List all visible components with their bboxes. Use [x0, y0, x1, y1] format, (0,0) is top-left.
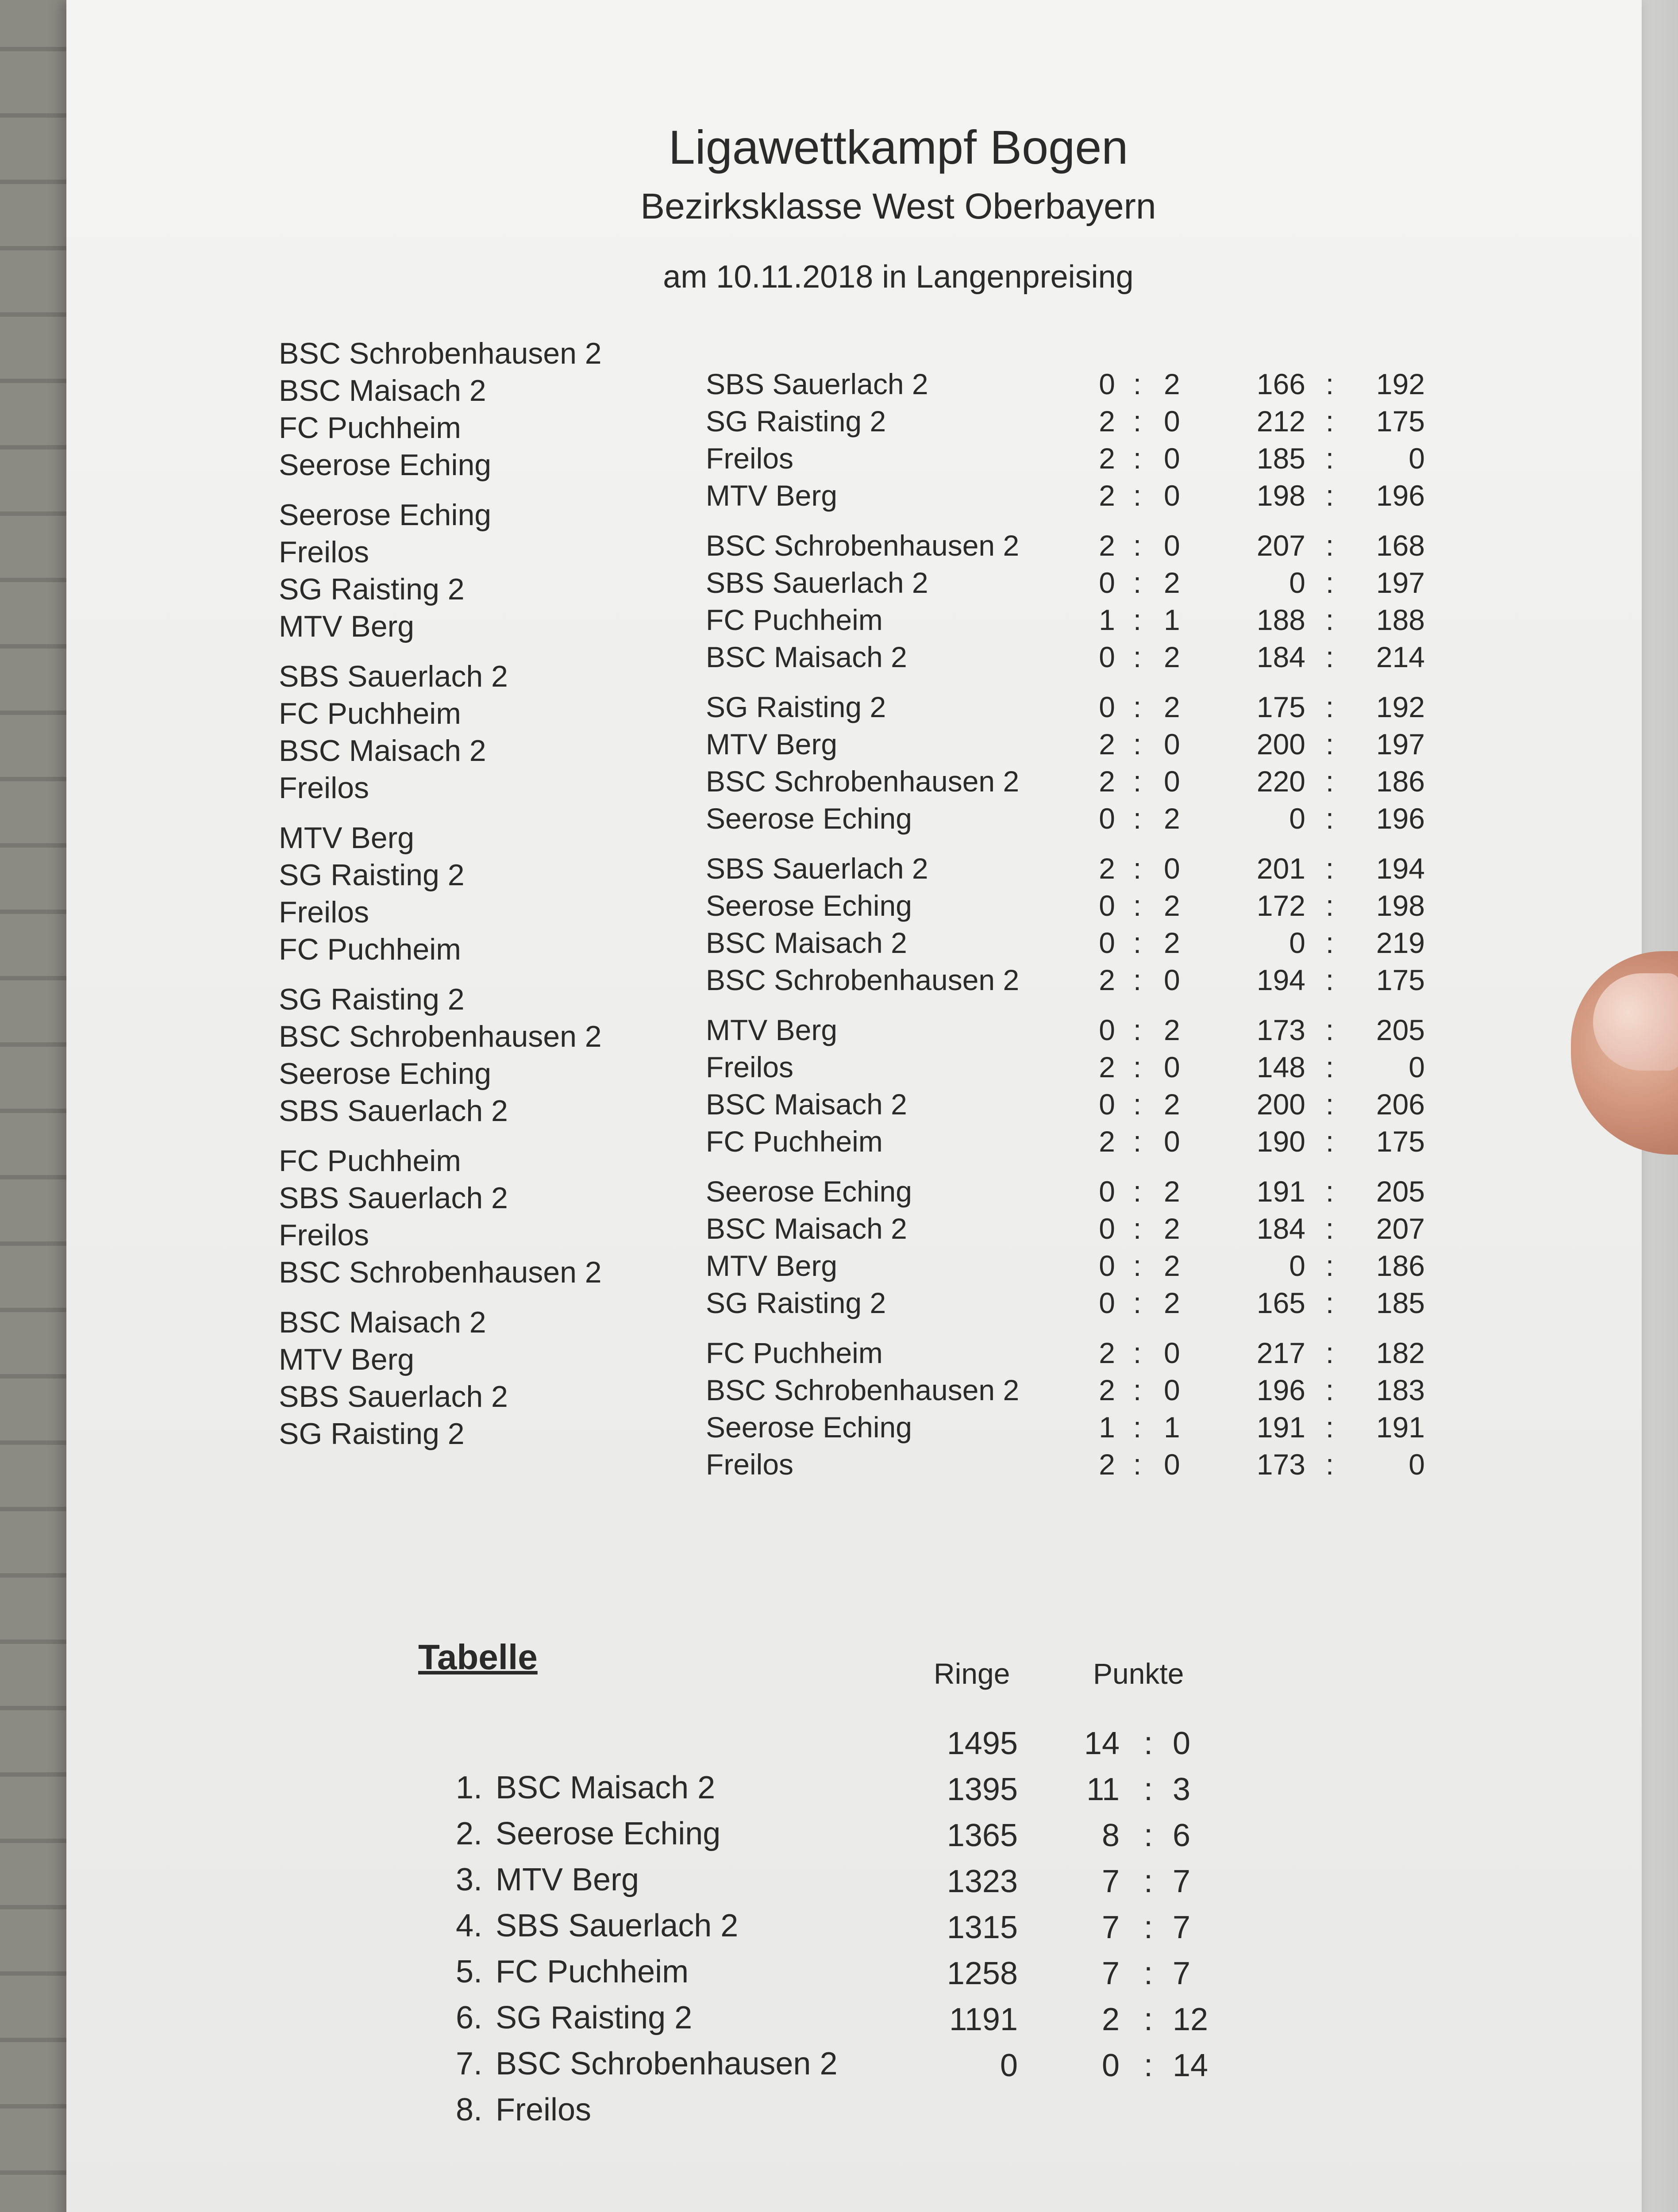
- points-away: 1: [1164, 603, 1180, 636]
- event-date-line: am 10.11.2018 in Langenpreising: [663, 259, 1134, 295]
- away-team: Freilos: [706, 1448, 794, 1481]
- match-row: [0, 660, 1678, 727]
- match-row: [0, 1306, 1678, 1373]
- round-block: [0, 337, 1678, 516]
- points-plus: 8: [1101, 1818, 1120, 1853]
- away-team: Seerose Eching: [706, 889, 912, 922]
- points-home: 0: [1099, 691, 1115, 723]
- points-away: 0: [1164, 1051, 1180, 1083]
- away-team: BSC Schrobenhausen 2: [706, 1374, 1020, 1406]
- rings-separator: :: [1325, 529, 1334, 562]
- rings-home: 185: [1256, 442, 1305, 475]
- points-away: 0: [1164, 964, 1180, 996]
- column-header-punkte: Punkte: [1093, 1657, 1184, 1690]
- points-home: 2: [1099, 852, 1115, 885]
- points-home: 0: [1099, 1088, 1115, 1121]
- home-team: BSC Maisach 2: [279, 734, 486, 768]
- points-home: 2: [1099, 964, 1115, 996]
- points-away: 2: [1164, 641, 1180, 673]
- rings-away: 168: [1376, 529, 1425, 562]
- rings-away: 197: [1376, 566, 1425, 599]
- total-rings: 1395: [947, 1772, 1018, 1807]
- points-home: 0: [1099, 1249, 1115, 1282]
- rank: 1.: [455, 1770, 482, 1805]
- rings-separator: :: [1325, 368, 1334, 400]
- points-separator: :: [1133, 1336, 1142, 1369]
- rings-separator: :: [1325, 926, 1334, 959]
- rings-separator: :: [1325, 1014, 1334, 1046]
- points-home: 2: [1099, 1448, 1115, 1481]
- points-separator: :: [1133, 852, 1142, 885]
- rings-away: 207: [1376, 1212, 1425, 1245]
- away-team: MTV Berg: [706, 728, 838, 760]
- points-separator: :: [1143, 1726, 1153, 1761]
- rings-away: 214: [1376, 641, 1425, 673]
- match-row: [0, 1144, 1678, 1212]
- rings-separator: :: [1325, 765, 1334, 798]
- home-team: FC Puchheim: [279, 1144, 461, 1178]
- points-separator: :: [1133, 529, 1142, 562]
- home-team: Freilos: [279, 895, 369, 929]
- points-separator: :: [1133, 566, 1142, 599]
- points-home: 0: [1099, 926, 1115, 959]
- away-team: SG Raisting 2: [706, 405, 886, 438]
- points-away: 0: [1164, 405, 1180, 438]
- rings-separator: :: [1325, 405, 1334, 438]
- total-rings: 1365: [947, 1818, 1018, 1853]
- rings-away: 183: [1376, 1374, 1425, 1406]
- rings-separator: :: [1325, 1175, 1334, 1208]
- points-separator: :: [1133, 802, 1142, 835]
- points-minus: 7: [1173, 1956, 1191, 1991]
- total-rings: 1258: [947, 1956, 1018, 1991]
- points-minus: 0: [1173, 1726, 1191, 1761]
- points-home: 0: [1099, 889, 1115, 922]
- home-team: FC Puchheim: [279, 411, 461, 445]
- rings-away: 196: [1376, 802, 1425, 835]
- away-team: MTV Berg: [706, 1249, 838, 1282]
- away-team: SBS Sauerlach 2: [706, 852, 928, 885]
- rings-away: 0: [1409, 1448, 1425, 1481]
- points-separator: :: [1143, 1772, 1153, 1807]
- match-row: [0, 983, 1678, 1050]
- match-row: [0, 337, 1678, 404]
- total-rings: 1191: [949, 2002, 1018, 2037]
- points-separator: :: [1143, 1818, 1153, 1853]
- rank: 7.: [455, 2046, 482, 2081]
- points-separator: :: [1143, 2048, 1153, 2083]
- away-team: MTV Berg: [706, 479, 838, 512]
- points-separator: :: [1133, 728, 1142, 760]
- points-minus: 3: [1173, 1772, 1191, 1807]
- home-team: Freilos: [279, 535, 369, 569]
- points-home: 0: [1099, 802, 1115, 835]
- away-team: Freilos: [706, 442, 794, 475]
- rings-separator: :: [1325, 566, 1334, 599]
- away-team: BSC Schrobenhausen 2: [706, 964, 1020, 996]
- rings-home: 200: [1256, 728, 1305, 760]
- rings-separator: :: [1325, 1411, 1334, 1444]
- points-away: 0: [1164, 852, 1180, 885]
- rings-home: 0: [1289, 926, 1305, 959]
- round-block: [0, 821, 1678, 1000]
- points-away: 0: [1164, 1125, 1180, 1158]
- round-block: [0, 983, 1678, 1162]
- points-away: 2: [1164, 1014, 1180, 1046]
- rings-away: 188: [1376, 603, 1425, 636]
- points-minus: 7: [1173, 1910, 1191, 1945]
- home-team: FC Puchheim: [279, 697, 461, 730]
- rings-away: 191: [1376, 1411, 1425, 1444]
- points-home: 2: [1099, 728, 1115, 760]
- points-minus: 6: [1173, 1818, 1191, 1853]
- rank: 5.: [455, 1954, 482, 1989]
- rings-away: 0: [1409, 442, 1425, 475]
- away-team: Freilos: [706, 1051, 794, 1083]
- rings-home: 220: [1256, 765, 1305, 798]
- rings-home: 184: [1256, 1212, 1305, 1245]
- home-team: MTV Berg: [279, 821, 415, 855]
- rings-home: 184: [1256, 641, 1305, 673]
- rings-home: 0: [1289, 802, 1305, 835]
- rings-separator: :: [1325, 479, 1334, 512]
- points-separator: :: [1133, 368, 1142, 400]
- rings-home: 173: [1256, 1014, 1305, 1046]
- points-home: 0: [1099, 566, 1115, 599]
- rings-separator: :: [1325, 1249, 1334, 1282]
- team-name: SBS Sauerlach 2: [496, 1908, 739, 1943]
- points-away: 0: [1164, 529, 1180, 562]
- total-rings: 1323: [947, 1864, 1018, 1899]
- points-separator: :: [1133, 1448, 1142, 1481]
- points-separator: :: [1133, 1374, 1142, 1406]
- points-separator: :: [1143, 1910, 1153, 1945]
- home-team: Seerose Eching: [279, 1057, 492, 1091]
- total-rings: 1315: [947, 1910, 1018, 1945]
- home-team: BSC Maisach 2: [279, 374, 486, 407]
- team-name: SG Raisting 2: [496, 2000, 693, 2035]
- points-separator: :: [1133, 479, 1142, 512]
- points-away: 0: [1164, 728, 1180, 760]
- points-home: 0: [1099, 1212, 1115, 1245]
- home-team: BSC Maisach 2: [279, 1306, 486, 1339]
- points-away: 1: [1164, 1411, 1180, 1444]
- rings-home: 173: [1256, 1448, 1305, 1481]
- rings-home: 190: [1256, 1125, 1305, 1158]
- rings-separator: :: [1325, 1125, 1334, 1158]
- rings-home: 172: [1256, 889, 1305, 922]
- rings-home: 0: [1289, 566, 1305, 599]
- away-team: BSC Schrobenhausen 2: [706, 765, 1020, 798]
- rings-away: 186: [1376, 1249, 1425, 1282]
- team-name: BSC Schrobenhausen 2: [496, 2046, 838, 2081]
- points-home: 2: [1099, 1051, 1115, 1083]
- points-home: 2: [1099, 442, 1115, 475]
- home-team: Seerose Eching: [279, 448, 492, 482]
- rings-separator: :: [1325, 964, 1334, 996]
- rings-away: 194: [1376, 852, 1425, 885]
- points-away: 2: [1164, 926, 1180, 959]
- points-minus: 12: [1173, 2002, 1208, 2037]
- away-team: FC Puchheim: [706, 1125, 883, 1158]
- standings-heading: Tabelle: [418, 1637, 538, 1677]
- home-team: SG Raisting 2: [279, 1417, 465, 1451]
- points-home: 2: [1099, 1374, 1115, 1406]
- away-team: Seerose Eching: [706, 1411, 912, 1444]
- rings-home: 148: [1256, 1051, 1305, 1083]
- points-home: 0: [1099, 1014, 1115, 1046]
- points-separator: :: [1133, 1249, 1142, 1282]
- total-rings: 1495: [947, 1726, 1018, 1761]
- points-home: 2: [1099, 1125, 1115, 1158]
- round-block: [0, 1144, 1678, 1323]
- away-team: Seerose Eching: [706, 1175, 912, 1208]
- points-minus: 7: [1173, 1864, 1191, 1899]
- rings-home: 175: [1256, 691, 1305, 723]
- points-separator: :: [1133, 1014, 1142, 1046]
- points-home: 1: [1099, 1411, 1115, 1444]
- home-team: SBS Sauerlach 2: [279, 1380, 508, 1413]
- rings-away: 0: [1409, 1051, 1425, 1083]
- points-away: 2: [1164, 691, 1180, 723]
- rings-home: 0: [1289, 1249, 1305, 1282]
- points-minus: 14: [1173, 2048, 1208, 2083]
- points-away: 0: [1164, 479, 1180, 512]
- total-rings: 0: [1000, 2048, 1018, 2083]
- home-team: SG Raisting 2: [279, 983, 465, 1016]
- rings-separator: :: [1325, 728, 1334, 760]
- points-separator: :: [1133, 964, 1142, 996]
- rings-separator: :: [1325, 1448, 1334, 1481]
- points-separator: :: [1133, 405, 1142, 438]
- rank: 4.: [455, 1908, 482, 1943]
- rank: 3.: [455, 1862, 482, 1897]
- home-team: FC Puchheim: [279, 933, 461, 966]
- points-away: 0: [1164, 1336, 1180, 1369]
- rings-separator: :: [1325, 1088, 1334, 1121]
- points-separator: :: [1133, 889, 1142, 922]
- points-away: 2: [1164, 802, 1180, 835]
- points-home: 2: [1099, 765, 1115, 798]
- points-plus: 14: [1084, 1726, 1120, 1761]
- team-name: Seerose Eching: [496, 1816, 721, 1851]
- page-subtitle: Bezirksklasse West Oberbayern: [640, 186, 1156, 227]
- page-title: Ligawettkampf Bogen: [668, 120, 1128, 174]
- points-separator: :: [1133, 1286, 1142, 1319]
- rings-separator: :: [1325, 641, 1334, 673]
- points-home: 0: [1099, 368, 1115, 400]
- away-team: BSC Maisach 2: [706, 641, 907, 673]
- points-away: 2: [1164, 1286, 1180, 1319]
- points-plus: 0: [1101, 2048, 1120, 2083]
- rings-home: 200: [1256, 1088, 1305, 1121]
- points-separator: :: [1133, 1088, 1142, 1121]
- away-team: MTV Berg: [706, 1014, 838, 1046]
- rings-home: 166: [1256, 368, 1305, 400]
- rings-separator: :: [1325, 1212, 1334, 1245]
- points-home: 0: [1099, 1175, 1115, 1208]
- round-block: [0, 660, 1678, 839]
- home-team: BSC Schrobenhausen 2: [279, 1020, 602, 1053]
- rings-home: 165: [1256, 1286, 1305, 1319]
- rings-away: 198: [1376, 889, 1425, 922]
- points-away: 2: [1164, 1212, 1180, 1245]
- points-away: 2: [1164, 1088, 1180, 1121]
- points-separator: :: [1133, 1051, 1142, 1083]
- points-away: 0: [1164, 1448, 1180, 1481]
- home-team: SBS Sauerlach 2: [279, 660, 508, 693]
- away-team: BSC Maisach 2: [706, 1212, 907, 1245]
- points-separator: :: [1133, 603, 1142, 636]
- home-team: BSC Schrobenhausen 2: [279, 1256, 602, 1289]
- match-row: [0, 498, 1678, 566]
- rings-away: 205: [1376, 1175, 1425, 1208]
- rings-separator: :: [1325, 852, 1334, 885]
- points-separator: :: [1133, 1125, 1142, 1158]
- away-team: FC Puchheim: [706, 603, 883, 636]
- points-separator: :: [1143, 2002, 1153, 2037]
- away-team: SBS Sauerlach 2: [706, 566, 928, 599]
- rings-away: 192: [1376, 691, 1425, 723]
- rings-away: 175: [1376, 964, 1425, 996]
- rings-away: 192: [1376, 368, 1425, 400]
- rings-separator: :: [1325, 442, 1334, 475]
- points-plus: 11: [1086, 1772, 1120, 1807]
- rings-home: 201: [1256, 852, 1305, 885]
- rings-away: 175: [1376, 1125, 1425, 1158]
- home-team: SBS Sauerlach 2: [279, 1181, 508, 1215]
- rings-away: 219: [1376, 926, 1425, 959]
- rings-away: 175: [1376, 405, 1425, 438]
- home-team: SBS Sauerlach 2: [279, 1094, 508, 1128]
- away-team: SBS Sauerlach 2: [706, 368, 928, 400]
- away-team: FC Puchheim: [706, 1336, 883, 1369]
- rings-separator: :: [1325, 1286, 1334, 1319]
- rings-separator: :: [1325, 1336, 1334, 1369]
- rings-home: 212: [1256, 405, 1305, 438]
- team-name: Freilos: [496, 2092, 592, 2128]
- rings-home: 188: [1256, 603, 1305, 636]
- rings-home: 196: [1256, 1374, 1305, 1406]
- rings-home: 207: [1256, 529, 1305, 562]
- points-home: 0: [1099, 641, 1115, 673]
- away-team: SG Raisting 2: [706, 691, 886, 723]
- points-away: 2: [1164, 1249, 1180, 1282]
- home-team: Seerose Eching: [279, 498, 492, 532]
- away-team: SG Raisting 2: [706, 1286, 886, 1319]
- points-separator: :: [1133, 926, 1142, 959]
- away-team: BSC Maisach 2: [706, 1088, 907, 1121]
- rings-home: 191: [1256, 1411, 1305, 1444]
- points-separator: :: [1133, 442, 1142, 475]
- match-row: [0, 821, 1678, 889]
- points-away: 2: [1164, 368, 1180, 400]
- points-separator: :: [1133, 765, 1142, 798]
- points-plus: 7: [1101, 1864, 1120, 1899]
- points-separator: :: [1133, 691, 1142, 723]
- points-away: 0: [1164, 442, 1180, 475]
- points-plus: 7: [1101, 1956, 1120, 1991]
- rank: 6.: [455, 2000, 482, 2035]
- rings-separator: :: [1325, 1374, 1334, 1406]
- home-team: Freilos: [279, 771, 369, 805]
- rings-home: 198: [1256, 479, 1305, 512]
- standings-row: [0, 2047, 1678, 2128]
- rings-home: 194: [1256, 964, 1305, 996]
- rings-separator: :: [1325, 691, 1334, 723]
- rings-separator: :: [1325, 889, 1334, 922]
- away-team: BSC Maisach 2: [706, 926, 907, 959]
- points-separator: :: [1133, 1175, 1142, 1208]
- points-away: 0: [1164, 1374, 1180, 1406]
- away-team: BSC Schrobenhausen 2: [706, 529, 1020, 562]
- rings-away: 196: [1376, 479, 1425, 512]
- rings-separator: :: [1325, 1051, 1334, 1083]
- rings-away: 206: [1376, 1088, 1425, 1121]
- rings-home: 217: [1256, 1336, 1305, 1369]
- points-home: 2: [1099, 405, 1115, 438]
- home-team: SG Raisting 2: [279, 858, 465, 892]
- rings-home: 191: [1256, 1175, 1305, 1208]
- points-away: 0: [1164, 765, 1180, 798]
- rings-away: 182: [1376, 1336, 1425, 1369]
- points-plus: 7: [1101, 1910, 1120, 1945]
- column-header-ringe: Ringe: [934, 1657, 1010, 1690]
- rings-separator: :: [1325, 603, 1334, 636]
- points-home: 1: [1099, 603, 1115, 636]
- points-separator: :: [1133, 1212, 1142, 1245]
- rings-separator: :: [1325, 802, 1334, 835]
- team-name: FC Puchheim: [496, 1954, 689, 1989]
- points-home: 0: [1099, 1286, 1115, 1319]
- round-block: [0, 1306, 1678, 1485]
- points-home: 2: [1099, 1336, 1115, 1369]
- points-separator: :: [1133, 1411, 1142, 1444]
- points-separator: :: [1133, 641, 1142, 673]
- team-name: MTV Berg: [496, 1862, 639, 1897]
- rank: 8.: [455, 2092, 482, 2128]
- team-name: BSC Maisach 2: [496, 1770, 716, 1805]
- points-away: 2: [1164, 1175, 1180, 1208]
- points-plus: 2: [1101, 2002, 1120, 2037]
- points-home: 2: [1099, 529, 1115, 562]
- points-separator: :: [1143, 1956, 1153, 1991]
- points-home: 2: [1099, 479, 1115, 512]
- rings-away: 185: [1376, 1286, 1425, 1319]
- points-away: 2: [1164, 889, 1180, 922]
- home-team: MTV Berg: [279, 610, 415, 643]
- away-team: Seerose Eching: [706, 802, 912, 835]
- points-separator: :: [1143, 1864, 1153, 1899]
- home-team: Freilos: [279, 1218, 369, 1252]
- home-team: SG Raisting 2: [279, 572, 465, 606]
- rings-away: 186: [1376, 765, 1425, 798]
- rank: 2.: [455, 1816, 482, 1851]
- points-away: 2: [1164, 566, 1180, 599]
- home-team: BSC Schrobenhausen 2: [279, 337, 602, 370]
- home-team: MTV Berg: [279, 1343, 415, 1376]
- rings-away: 197: [1376, 728, 1425, 760]
- round-block: [0, 498, 1678, 677]
- rings-away: 205: [1376, 1014, 1425, 1046]
